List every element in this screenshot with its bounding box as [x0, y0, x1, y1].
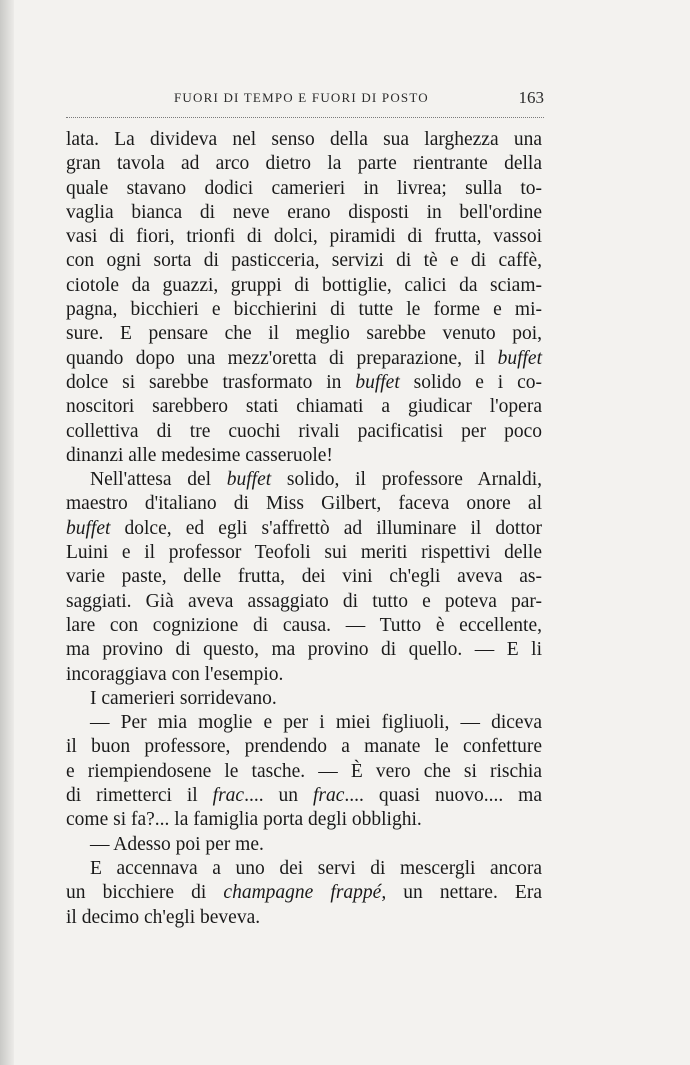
running-title: FUORI DI TEMPO E FUORI DI POSTO	[174, 90, 429, 105]
italic-word: frac	[212, 785, 245, 807]
text-line: di rimetterci il frac.... un frac.... quasi nuovo.... ma	[66, 785, 542, 807]
text-line: quale stavano dodici camerieri in livrea; sulla to-	[66, 177, 542, 199]
text-line: pagna, bicchieri e bicchierini di tutte le forme e mi-	[66, 299, 542, 321]
text-line: ma provino di questo, ma provino di quello. — E li	[66, 639, 542, 661]
text-line: saggiati. Già aveva assaggiato di tutto e poteva par-	[66, 590, 542, 612]
italic-word: buffet	[226, 469, 272, 491]
text-line: vasi di fiori, trionfi di dolci, piramidi di frutta, vassoi	[66, 226, 542, 248]
text-line: un bicchiere di champagne frappé, un nettare. Era	[66, 882, 542, 904]
text-line: Luini e il professor Teofoli sui meriti rispettivi delle	[66, 542, 542, 564]
text-line: Nell'attesa del buffet solido, il professore Arnaldi,	[90, 469, 542, 491]
text-line: quando dopo una mezz'oretta di preparazione, il buffet	[66, 347, 542, 369]
text-line: — Adesso poi per me.	[90, 833, 264, 855]
text-line: lare con cognizione di causa. — Tutto è eccellente,	[66, 614, 542, 636]
text-line: incoraggiava con l'esempio.	[66, 663, 284, 685]
page-edge-shadow	[0, 0, 14, 1065]
text-line: collettiva di tre cuochi rivali pacificatisi per poco	[66, 420, 542, 442]
text-line: E accennava a uno dei servi di mescergli ancora	[90, 857, 542, 879]
text-line: buffet dolce, ed egli s'affrettò ad illuminare il dottor	[66, 517, 542, 539]
text-line: il decimo ch'egli beveva.	[66, 906, 261, 928]
text-line: maestro d'italiano di Miss Gilbert, faceva onore al	[66, 493, 542, 515]
italic-word: champagne frappé,	[223, 882, 387, 904]
italic-word: buffet	[66, 517, 111, 539]
text-line: ciotole da guazzi, gruppi di bottiglie, calici da sciam-	[66, 274, 542, 296]
text-line: noscitori sarebbero stati chiamati a giudicar l'opera	[66, 396, 542, 418]
header-rule	[66, 117, 544, 118]
text-line: e riempiendosene le tasche. — È vero che si rischia	[66, 760, 542, 782]
italic-word: frac	[312, 785, 345, 807]
text-line: varie paste, delle frutta, dei vini ch'egli aveva as-	[66, 566, 542, 588]
text-line: gran tavola ad arco dietro la parte rientrante della	[66, 153, 542, 175]
text-line: dinanzi alle medesime casseruole!	[66, 444, 333, 466]
text-line: il buon professore, prendendo a manate le confetture	[66, 736, 542, 758]
text-line: lata. La divideva nel senso della sua larghezza una	[66, 129, 542, 150]
text-line: come si fa?... la famiglia porta degli obblighi.	[66, 809, 422, 831]
text-line: I camerieri sorridevano.	[90, 687, 277, 709]
body-text	[66, 128, 542, 930]
text-line: sure. E pensare che il meglio sarebbe venuto poi,	[66, 323, 542, 345]
italic-word: buffet	[497, 347, 542, 369]
page-header	[66, 90, 544, 114]
text-line: dolce si sarebbe trasformato in buffet solido e i co-	[66, 371, 542, 393]
text-line: con ogni sorta di pasticceria, servizi di tè e di caffè,	[66, 250, 542, 272]
italic-word: buffet	[355, 371, 400, 393]
text-line: — Per mia moglie e per i miei figliuoli, — diceva	[90, 712, 542, 734]
page-number: 163	[518, 88, 544, 107]
text-line: vaglia bianca di neve erano disposti in bell'ordine	[66, 201, 542, 223]
